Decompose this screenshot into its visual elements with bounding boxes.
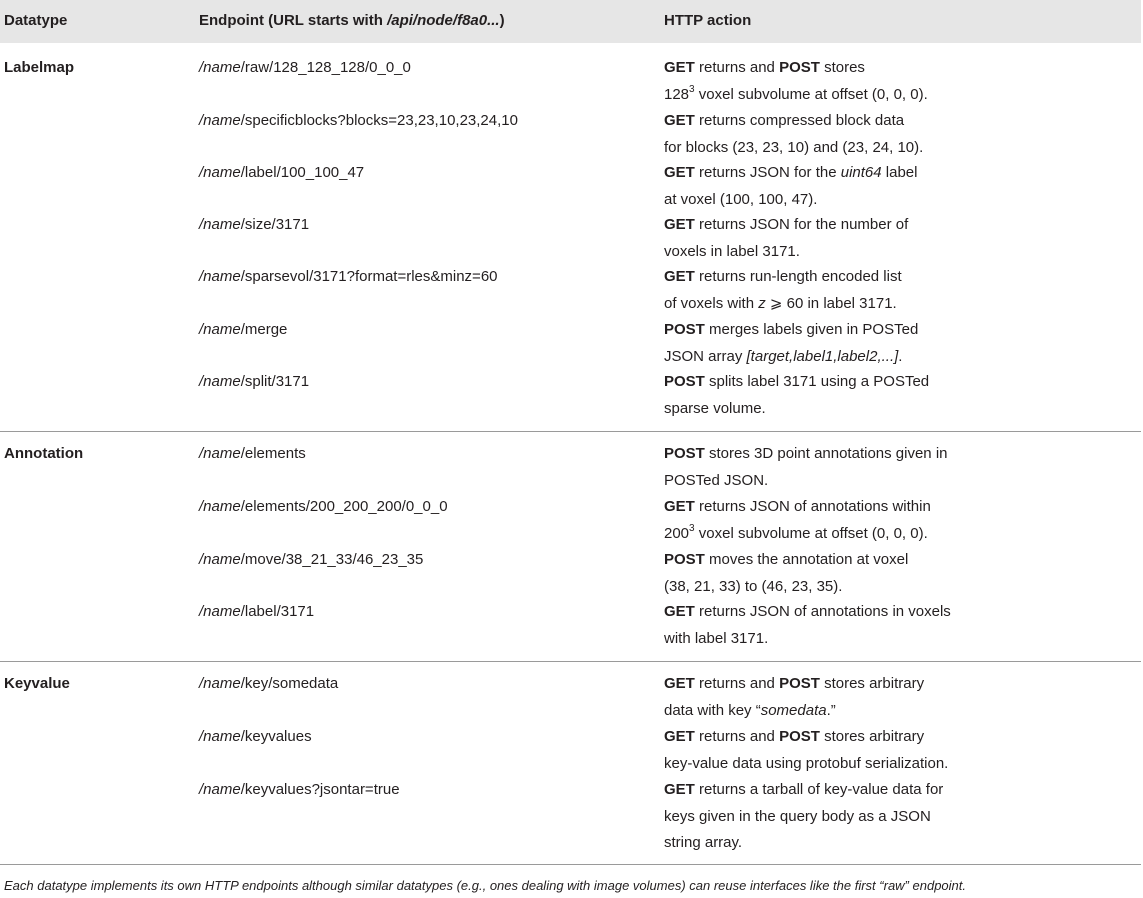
group-divider bbox=[0, 661, 1141, 662]
table-footnote: Each datatype implements its own HTTP endpoints although similar datatypes (e.g., ones dealing with image volumes) can reuse interfaces like the first “raw” endpoint. bbox=[4, 878, 966, 893]
endpoint-path: /name/elements bbox=[199, 445, 306, 462]
endpoint-path: /name/size/3171 bbox=[199, 216, 310, 233]
endpoint-path: /name/keyvalues bbox=[199, 728, 312, 745]
http-action: GET returns a tarball of key-value data for keys given in the query body as a JSON string array. bbox=[664, 781, 944, 851]
table-header bbox=[0, 0, 1141, 43]
endpoint-path: /name/key/somedata bbox=[199, 675, 339, 692]
http-action: GET returns and POST stores $128^3$ voxel subvolume at offset (0, 0, 0). bbox=[664, 59, 928, 103]
header-datatype: Datatype bbox=[4, 12, 68, 29]
header-endpoint: Endpoint (URL starts with /api/node/f8a0...) bbox=[199, 12, 505, 29]
endpoint-path: /name/split/3171 bbox=[199, 373, 310, 390]
http-action: GET returns JSON for the number of voxels in label 3171. bbox=[664, 216, 909, 260]
http-action: POST merges labels given in POSTed JSON array [target,label1,label2,...]. bbox=[664, 321, 919, 365]
http-action: GET returns and POST stores arbitrary data with key “somedata.” bbox=[664, 675, 925, 719]
endpoint-path: /name/label/3171 bbox=[199, 603, 315, 620]
endpoint-path: /name/sparsevol/3171?format=rles&minz=60 bbox=[199, 268, 498, 285]
group-divider bbox=[0, 431, 1141, 432]
endpoint-path: /name/elements/200_200_200/0_0_0 bbox=[199, 498, 448, 515]
endpoint-path: /name/merge bbox=[199, 321, 288, 338]
http-action: GET returns and POST stores arbitrary key-value data using protobuf serialization. bbox=[664, 728, 949, 772]
http-action: GET returns run-length encoded list of voxels with z ⩾ 60 in label 3171. bbox=[664, 268, 902, 312]
http-action: POST stores 3D point annotations given in POSTed JSON. bbox=[664, 445, 948, 489]
http-action: GET returns JSON of annotations in voxels with label 3171. bbox=[664, 603, 951, 647]
http-action: GET returns compressed block data for blocks (23, 23, 10) and (23, 24, 10). bbox=[664, 112, 924, 156]
http-action: GET returns JSON for the uint64 label at voxel (100, 100, 47). bbox=[664, 164, 918, 208]
endpoint-path: /name/keyvalues?jsontar=true bbox=[199, 781, 400, 798]
http-action: GET returns JSON of annotations within $200^3$ voxel subvolume at offset (0, 0, 0). bbox=[664, 498, 931, 542]
table-bottom-rule bbox=[0, 864, 1141, 865]
http-action: POST moves the annotation at voxel (38, 21, 33) to (46, 23, 35). bbox=[664, 551, 909, 595]
endpoint-path: /name/move/38_21_33/46_23_35 bbox=[199, 551, 424, 568]
header-http-action: HTTP action bbox=[664, 12, 752, 29]
http-action: POST splits label 3171 using a POSTed sparse volume. bbox=[664, 373, 930, 417]
datatype-keyvalue: Keyvalue bbox=[4, 675, 70, 692]
datatype-annotation: Annotation bbox=[4, 445, 84, 462]
endpoint-path: /name/raw/128_128_128/0_0_0 bbox=[199, 59, 411, 76]
endpoint-path: /name/specificblocks?blocks=23,23,10,23,24,10 bbox=[199, 112, 518, 129]
datatype-labelmap: Labelmap bbox=[4, 59, 75, 76]
endpoint-path: /name/label/100_100_47 bbox=[199, 164, 365, 181]
